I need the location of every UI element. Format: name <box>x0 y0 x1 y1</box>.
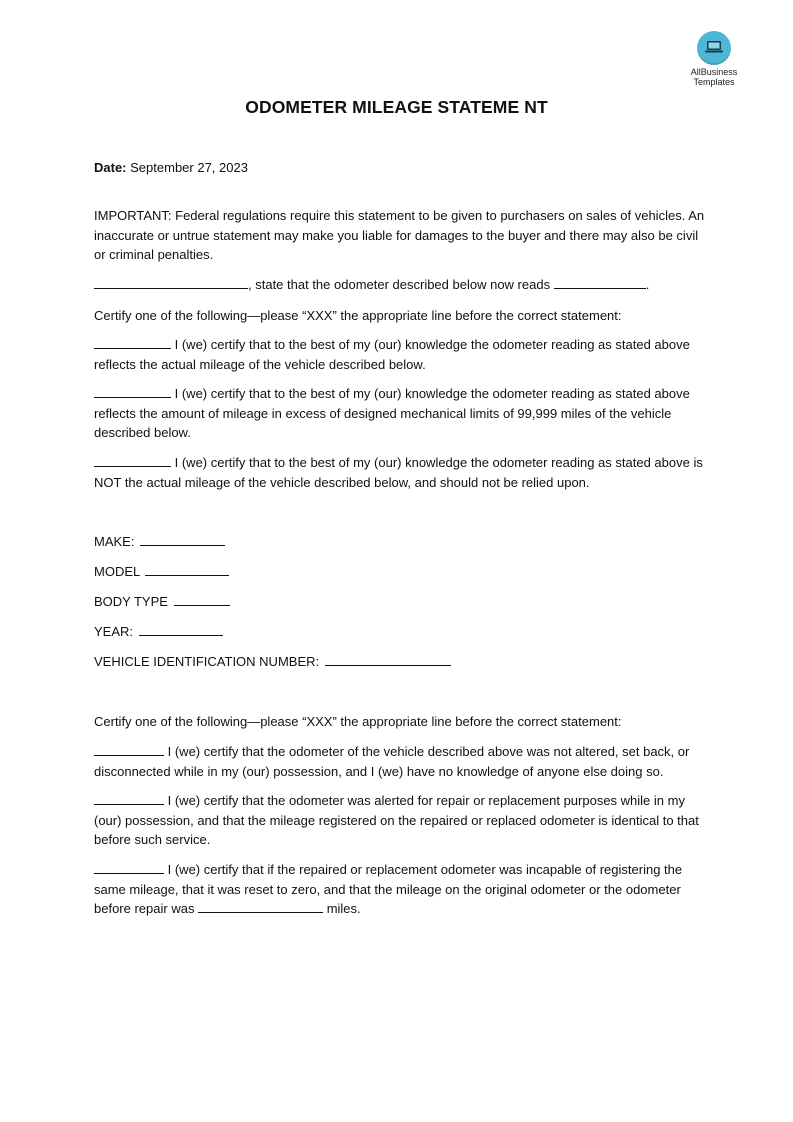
certification-mark-blank[interactable] <box>94 336 171 349</box>
logo-line-2: Templates <box>693 77 735 87</box>
certify-intro-2: Certify one of the following—please “XXX” the appropriate line before the correct statement: <box>94 714 622 729</box>
certification-mark-blank[interactable] <box>94 454 171 467</box>
certification-mark-blank[interactable] <box>94 861 164 874</box>
certification-text: I (we) certify that the odometer of the vehicle described above was not altered, set back, or disconnected while in my (our) possession, and I (we) have no knowledge of anyone else doing so. <box>94 744 690 779</box>
seller-name-blank[interactable] <box>94 276 248 289</box>
vin-label: VEHICLE IDENTIFICATION NUMBER: <box>94 654 320 669</box>
year-blank[interactable] <box>139 623 223 636</box>
logo-line-1: AllBusiness <box>690 67 738 77</box>
body-type-field <box>94 592 706 612</box>
certify-intro-1: Certify one of the following—please “XXX” the appropriate line before the correct statement: <box>94 308 622 323</box>
certification-item <box>94 384 706 443</box>
odometer-reading-blank[interactable] <box>554 276 646 289</box>
certification-item <box>94 335 706 374</box>
model-blank[interactable] <box>145 563 229 576</box>
certification-item <box>94 860 706 919</box>
date-label: Date: <box>94 160 127 175</box>
certification-text: I (we) certify that if the repaired or replacement odometer was incapable of registering the same mileage, that it was reset to zero, and that the mileage on the original odometer or the odometer before repair was <box>94 862 683 916</box>
date-line <box>94 158 706 178</box>
statement-text: , state that the odometer described below now reads <box>248 277 551 292</box>
laptop-icon <box>697 31 731 65</box>
make-field <box>94 532 706 552</box>
certification-mark-blank[interactable] <box>94 792 164 805</box>
brand-logo <box>681 31 747 87</box>
logo-text <box>681 67 747 87</box>
miles-blank[interactable] <box>198 900 323 913</box>
year-label: YEAR: <box>94 624 134 639</box>
statement-end: . <box>645 277 650 292</box>
year-field <box>94 622 706 642</box>
body-type-blank[interactable] <box>174 593 230 606</box>
important-notice: IMPORTANT: Federal regulations require this statement to be given to purchasers on sales of vehicles. An inaccurate or untrue statement may make you liable for damages to the buyer and there may also be civil or criminal penalties. <box>94 208 705 262</box>
certification-item <box>94 791 706 850</box>
certification-mark-blank[interactable] <box>94 743 164 756</box>
model-label: MODEL <box>94 564 140 579</box>
model-field <box>94 562 706 582</box>
make-blank[interactable] <box>140 533 225 546</box>
make-label: MAKE: <box>94 534 135 549</box>
miles-label: miles. <box>326 901 361 916</box>
page-title: ODOMETER MILEAGE STATEME NT <box>245 97 548 117</box>
body-type-label: BODY TYPE <box>94 594 168 609</box>
certification-item <box>94 742 706 781</box>
certification-text: I (we) certify that to the best of my (our) knowledge the odometer reading as stated above reflects the amount of mileage in excess of designed mechanical limits of 99,999 miles of the vehicle described below. <box>94 386 690 440</box>
vin-blank[interactable] <box>325 653 451 666</box>
date-value: September 27, 2023 <box>130 160 248 175</box>
certification-text: I (we) certify that the odometer was alerted for repair or replacement purposes while in my (our) possession, and that the mileage registered on the repaired or replaced odometer is identical to that before such service. <box>94 793 699 847</box>
vin-field <box>94 652 706 672</box>
certification-text: I (we) certify that to the best of my (our) knowledge the odometer reading as stated above is NOT the actual mileage of the vehicle described below, and should not be relied upon. <box>94 455 703 490</box>
certification-mark-blank[interactable] <box>94 385 171 398</box>
certification-item <box>94 453 706 492</box>
odometer-reading-statement <box>94 275 706 295</box>
certification-text: I (we) certify that to the best of my (our) knowledge the odometer reading as stated above reflects the actual mileage of the vehicle described below. <box>94 337 690 372</box>
